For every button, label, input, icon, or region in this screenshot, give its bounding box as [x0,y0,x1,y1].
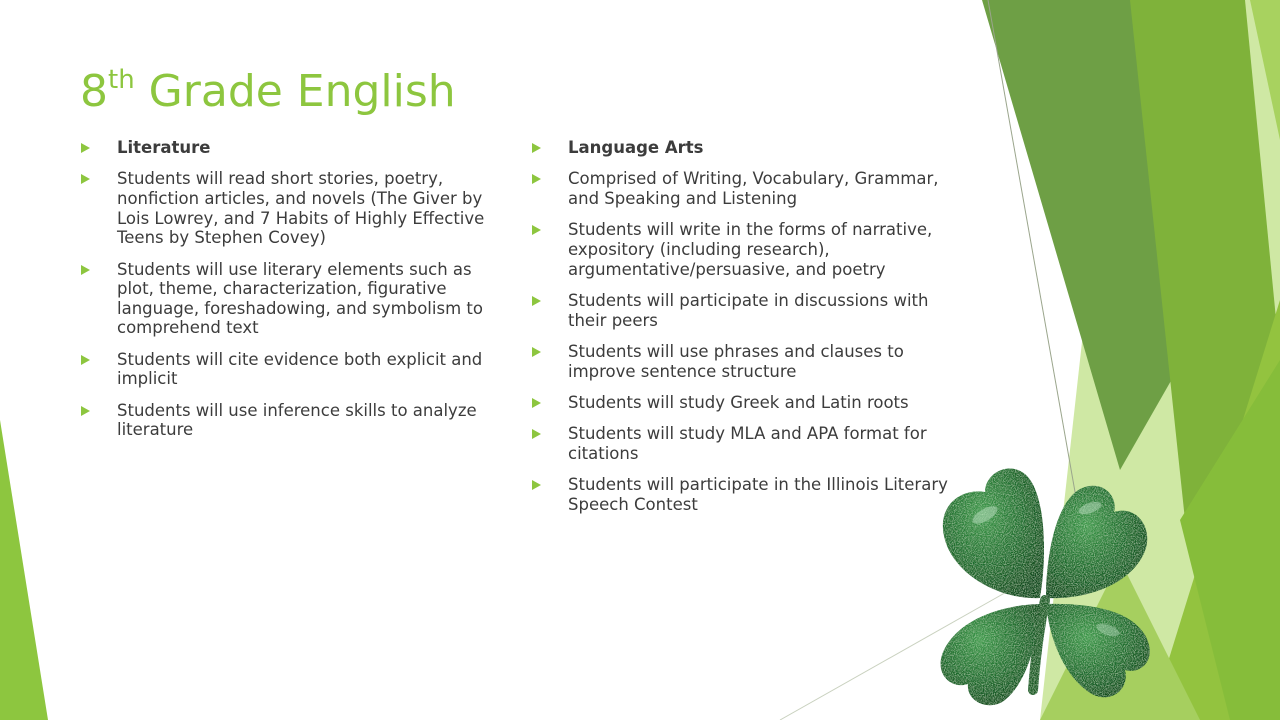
list-item [80,401,512,440]
heading-text: Language Arts [568,138,704,157]
list-item-text: Students will use literary elements such as plot, theme, characterization, figurative language, foreshadowing, and symbolism to comprehend text [117,259,483,338]
literature-column [80,138,512,452]
list-item-text: Comprised of Writing, Vocabulary, Grammar, and Speaking and Listening [568,169,939,208]
list-item [80,350,512,389]
triangle-bullet-icon [532,225,541,235]
triangle-bullet-icon [81,355,90,365]
list-item-text: Students will study MLA and APA format for citations [568,424,927,463]
triangle-bullet-icon [532,174,541,184]
title-text: Grade English [134,66,456,117]
left-edge-accent [0,420,48,720]
triangle-bullet-icon [532,398,541,408]
triangle-bullet-icon [532,143,541,153]
list-item [531,342,956,381]
language-arts-column [531,138,956,526]
list-item [531,169,956,208]
title-ordinal-suffix: th [108,65,135,95]
triangle-bullet-icon [532,429,541,439]
triangle-bullet-icon [81,265,90,275]
triangle-bullet-icon [81,174,90,184]
list-item [531,393,956,413]
triangle-bullet-icon [532,480,541,490]
triangle-bullet-icon [81,406,90,416]
list-item-text: Students will study Greek and Latin roots [568,392,909,412]
list-item-text: Students will use phrases and clauses to improve sentence structure [568,341,904,381]
triangle-bullet-icon [81,143,90,153]
slide-title [80,65,456,117]
list-item-text: Students will write in the forms of narrative, expository (including research), argumentative/persuasive, and poetry [568,220,933,279]
list-item-text: Students will cite evidence both explicit and implicit [117,349,483,389]
list-item [531,291,956,330]
list-item-text: Students will participate in discussions with their peers [568,290,929,330]
language-arts-heading [531,138,956,158]
list-item [531,475,956,514]
list-item [80,260,512,338]
list-item [80,169,512,247]
literature-heading [80,138,512,158]
title-number: 8 [80,66,108,117]
triangle-bullet-icon [532,347,541,357]
triangle-bullet-icon [532,296,541,306]
list-item [531,424,956,463]
heading-text: Literature [117,138,211,157]
list-item-text: Students will read short stories, poetry, nonfiction articles, and novels (The Giver by Lois Lowrey, and 7 Habits of Highly Effective Teens by Stephen Covey) [117,169,485,248]
list-item-text: Students will use inference skills to analyze literature [117,400,477,440]
list-item-text: Students will participate in the Illinois Literary Speech Contest [568,475,948,514]
list-item [531,220,956,279]
